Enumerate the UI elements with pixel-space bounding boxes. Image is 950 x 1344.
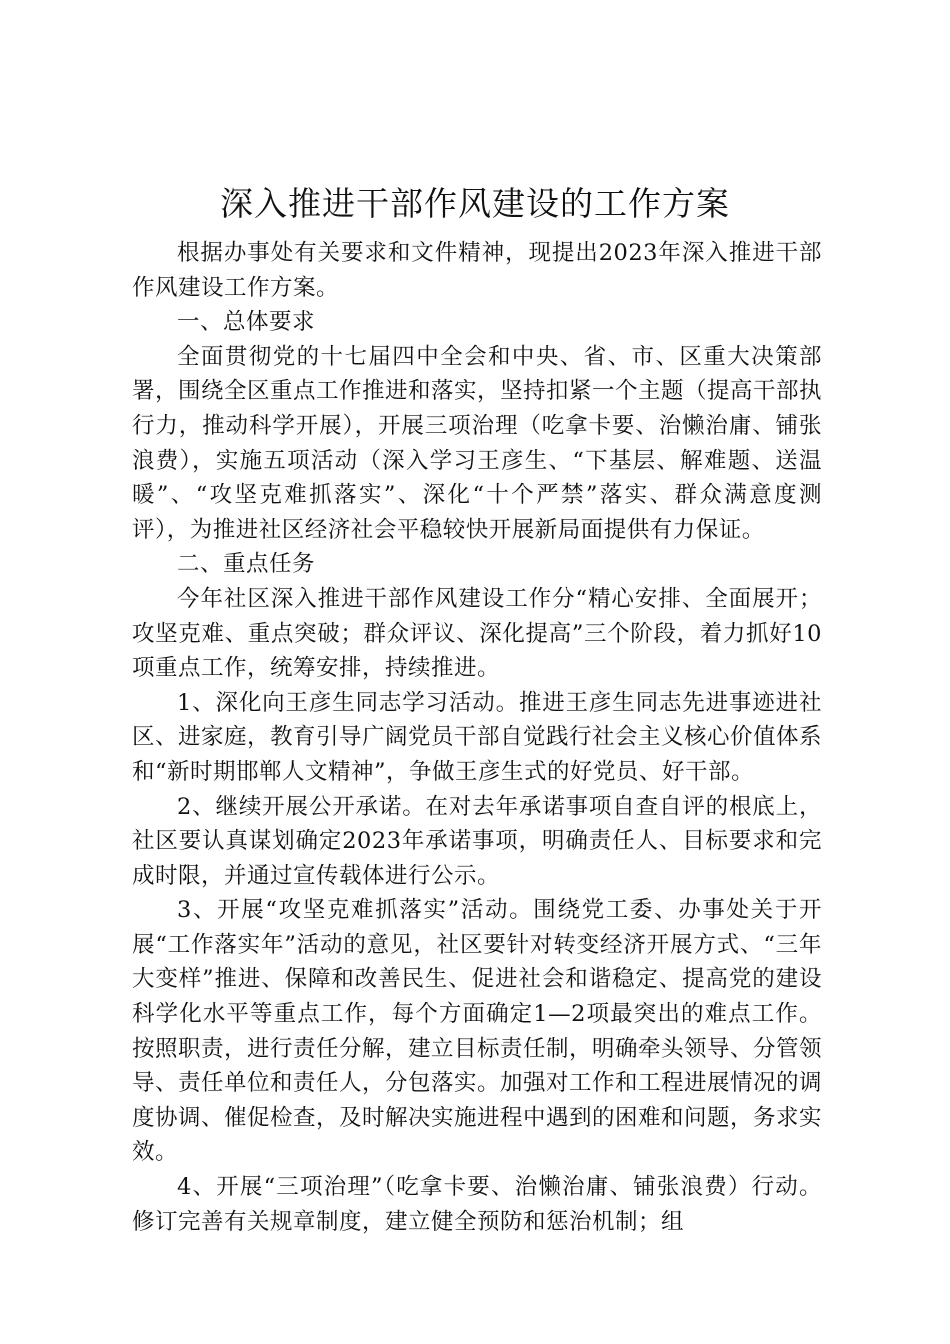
paragraph-task-4: 4、开展“三项治理”（吃拿卡要、治懒治庸、铺张浪费）行动。修订完善有关规章制度，建立健全预防和惩治机制；组 (132, 1174, 822, 1235)
paragraph-task-2: 2、继续开展公开承诺。在对去年承诺事项自查自评的根底上，社区要认真谋划确定2023年承诺事项，明确责任人、目标要求和完成时限，并通过宣传载体进行公示。 (132, 793, 822, 889)
paragraph-overall-requirements: 全面贯彻党的十七届四中全会和中央、省、市、区重大决策部署，围绕全区重点工作推进和落实，坚持扣紧一个主题（提高干部执行力，推动科学开展），开展三项治理（吃拿卡要、治懒治庸、铺张浪费），实施五项活动（深入学习王彦生、“下基层、解难题、送温暖”、“攻坚克难抓落实”、深化“十个严禁”落实、群众满意度测评），为推进社区经济社会平稳较快开展新局面提供有力保证。 (132, 343, 823, 543)
paragraph-task-3: 3、开展“攻坚克难抓落实”活动。围绕党工委、办事处关于开展“工作落实年”活动的意见，社区要针对转变经济开展方式、“三年大变样”推进、保障和改善民生、促进社会和谐稳定、提高党的建设科学化水平等重点工作，每个方面确定1—2项最突出的难点工作。按照职责，进行责任分解，建立目标责任制，明确牵头领导、分管领导、责任单位和责任人，分包落实。加强对工作和工程进展情况的调度协调、催促检查，及时解决实施进程中遇到的困难和问题，务求实效。 (132, 897, 823, 1166)
section-heading-key-tasks: 二、重点任务 (177, 551, 316, 578)
document-title: 深入推进干部作风建设的工作方案 (220, 184, 730, 223)
paragraph-key-tasks-overview: 今年社区深入推进干部作风建设工作分“精心安排、全面展开；攻坚克难、重点突破；群众评议、深化提高”三个阶段，着力抓好10项重点工作，统筹安排，持续推进。 (132, 585, 822, 682)
document-body (132, 236, 822, 1239)
section-heading-overall-requirements: 一、总体要求 (177, 309, 316, 336)
paragraph-intro: 根据办事处有关要求和文件精神，现提出2023年深入推进干部作风建设工作方案。 (132, 240, 822, 301)
paragraph-task-1: 1、深化向王彦生同志学习活动。推进王彦生同志先进事迹进社区、进家庭，教育引导广阔党员干部自觉践行社会主义核心价值体系和“新时期邯郸人文精神”，争做王彦生式的好党员、好干部。 (132, 689, 823, 785)
